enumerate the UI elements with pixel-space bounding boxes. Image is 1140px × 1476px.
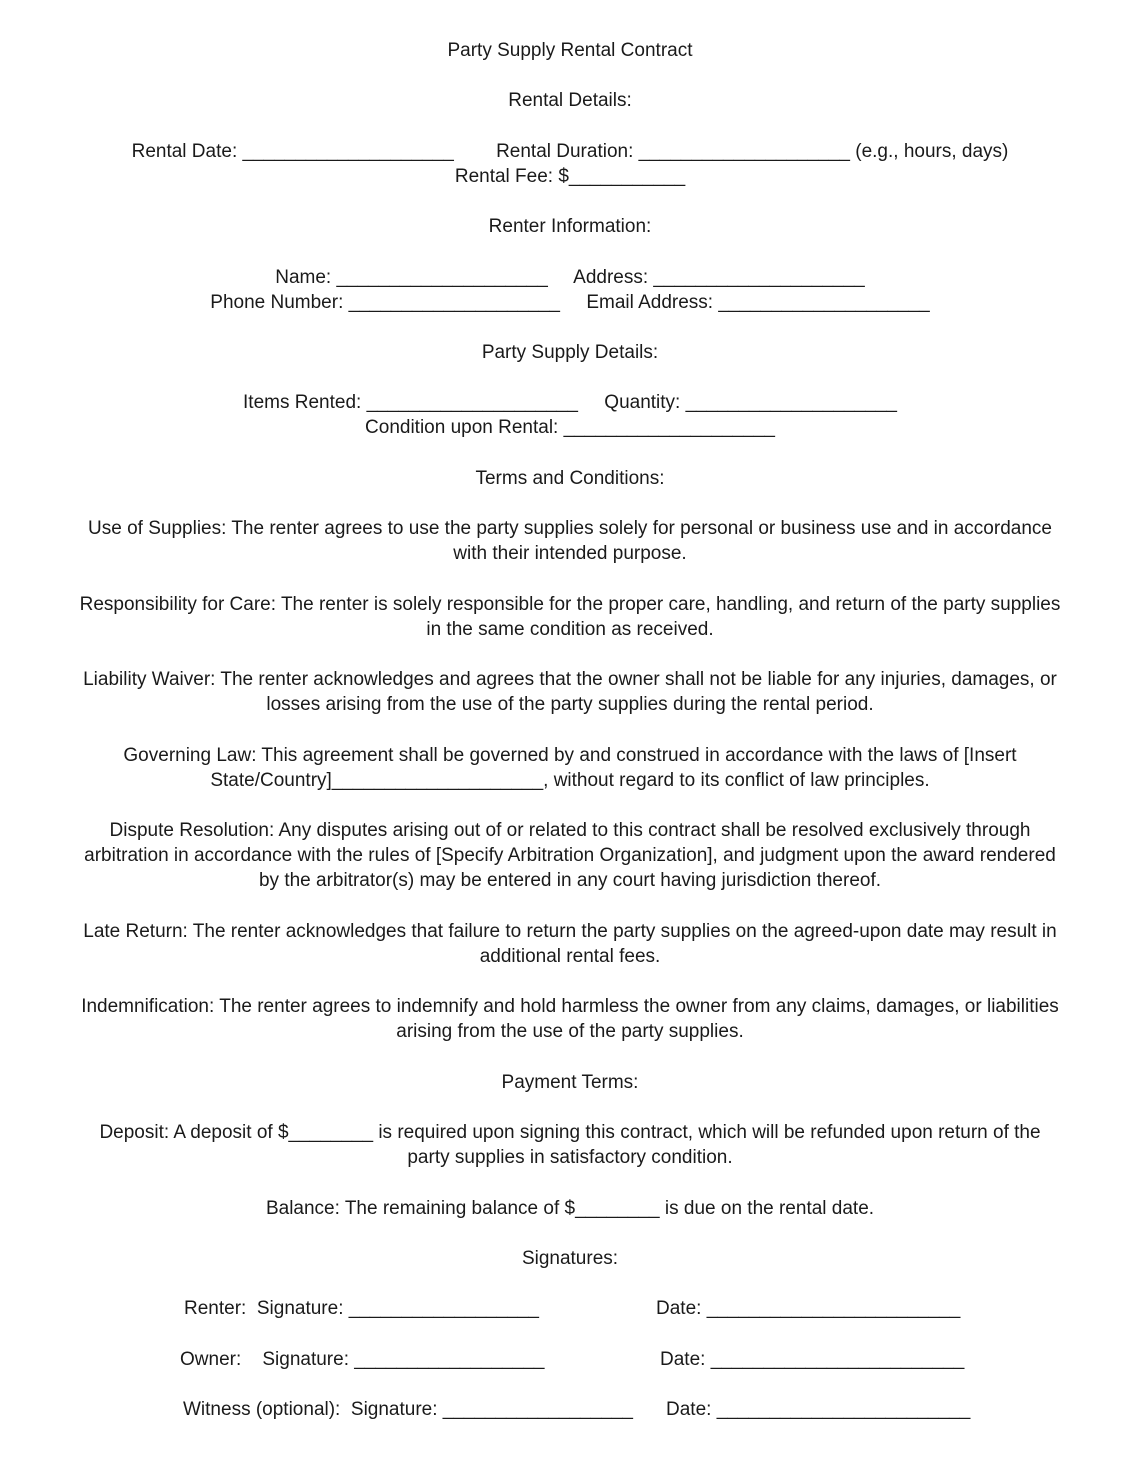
items-quantity-line: Items Rented: ____________________ Quantity: ____________________ [243,392,897,413]
term-indemnification-line: Indemnification: The renter agrees to indemnify and hold harmless the owner from any claims, damages, or liabilities [81,996,1059,1017]
condition-line: Condition upon Rental: ____________________ [365,417,775,438]
term-governing-law-line: Governing Law: This agreement shall be governed by and construed in accordance with the laws of [Insert [123,745,1017,766]
rental-fee-line: Rental Fee: $___________ [454,166,686,187]
phone-email-line: Phone Number: ____________________ Email Address: ____________________ [210,292,930,313]
renter-signature-line: Renter: Signature: __________________ [184,1298,539,1319]
term-late-return-line: additional rental fees. [479,946,661,967]
term-governing-law-line: State/Country]____________________, without regard to its conflict of law principles. [210,770,930,791]
signatures-heading: Signatures: [521,1248,619,1269]
deposit-line: Deposit: A deposit of $________ is required upon signing this contract, which will be refunded upon return of the [99,1122,1041,1143]
term-dispute-line: Dispute Resolution: Any disputes arising out of or related to this contract shall be resolved exclusively through [109,820,1031,841]
party-supply-details-heading: Party Supply Details: [481,342,659,363]
renter-date-line: Date: ________________________ [656,1298,961,1319]
witness-date-line: Date: ________________________ [666,1399,971,1420]
term-dispute-line: by the arbitrator(s) may be entered in any court having jurisdiction thereof. [258,870,882,891]
term-liability-line: losses arising from the use of the party supplies during the rental period. [266,694,874,715]
term-late-return-line: Late Return: The renter acknowledges that failure to return the party supplies on the agreed-upon date may result in [83,921,1057,942]
name-address-line: Name: ____________________ Address: ____________________ [275,267,865,288]
owner-date-line: Date: ________________________ [660,1349,965,1370]
page-title: Party Supply Rental Contract [447,40,693,61]
term-responsibility-line: Responsibility for Care: The renter is solely responsible for the proper care, handling, and return of the party supplies [79,594,1061,615]
term-dispute-line: arbitration in accordance with the rules of [Specify Arbitration Organization], and judgment upon the award rendered [84,845,1056,866]
term-indemnification-line: arising from the use of the party supplies. [396,1021,744,1042]
rental-details-heading: Rental Details: [508,90,632,111]
term-responsibility-line: in the same condition as received. [426,619,714,640]
rental-date-duration-line: Rental Date: ____________________ Rental Duration: ____________________ (e.g., hours, days) [131,141,1009,162]
payment-terms-heading: Payment Terms: [501,1072,639,1093]
term-use-of-supplies-line: with their intended purpose. [453,543,687,564]
deposit-line: party supplies in satisfactory condition. [407,1147,733,1168]
renter-information-heading: Renter Information: [488,216,652,237]
owner-signature-line: Owner: Signature: __________________ [180,1349,545,1370]
term-liability-line: Liability Waiver: The renter acknowledges and agrees that the owner shall not be liable for any injuries, damages, or [83,669,1057,690]
terms-heading: Terms and Conditions: [475,468,665,489]
term-use-of-supplies-line: Use of Supplies: The renter agrees to use the party supplies solely for personal or business use and in accordance [88,518,1052,539]
witness-signature-line: Witness (optional): Signature: __________________ [183,1399,633,1420]
balance-line: Balance: The remaining balance of $________ is due on the rental date. [265,1198,875,1219]
